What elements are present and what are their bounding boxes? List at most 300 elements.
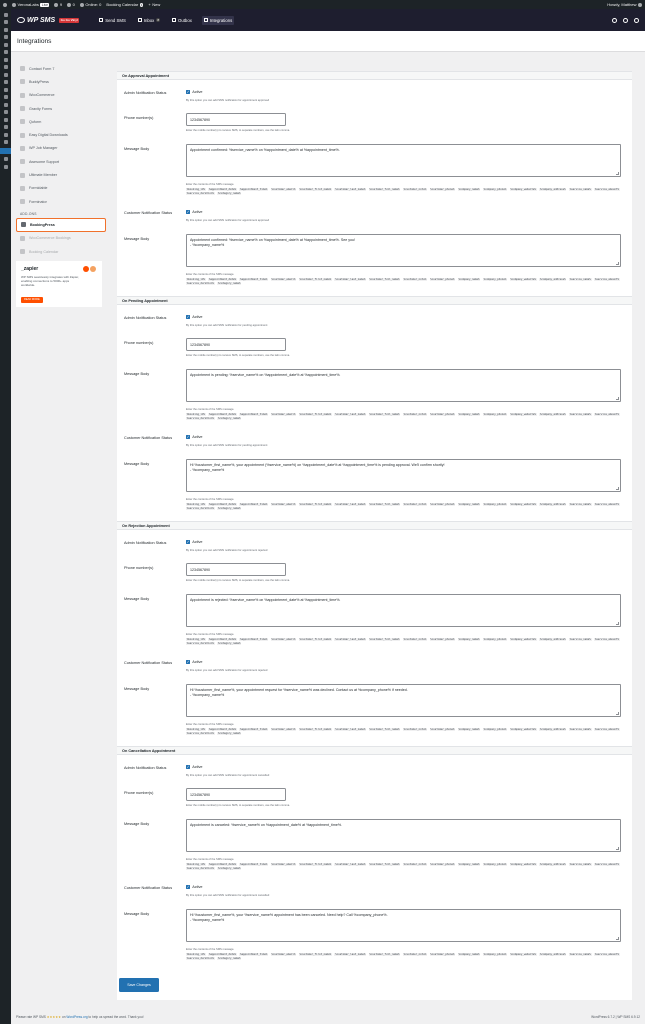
variable-tag[interactable]: %company_address% <box>540 727 566 731</box>
integrations-sidebar <box>16 62 106 307</box>
admin-bar-howdy[interactable]: Howdy, Matthew <box>607 2 642 7</box>
footer-version: WordPress 6.7.2 | WP SMS 6.9.12 <box>591 1015 640 1019</box>
comments-icon[interactable] <box>4 50 8 54</box>
variable-tag[interactable]: %company_name% <box>458 502 480 506</box>
variable-tag[interactable]: %booking_id% <box>186 277 205 281</box>
variable-tag[interactable]: %customer_note% <box>403 862 427 866</box>
products-icon[interactable] <box>4 73 8 77</box>
variable-tag[interactable]: %customer_full_name% <box>369 277 400 281</box>
media-icon[interactable] <box>4 35 8 39</box>
resize-handle[interactable] <box>616 487 619 490</box>
variable-tag[interactable]: %company_address% <box>540 502 566 506</box>
variable-tag[interactable]: %booking_id% <box>186 952 205 956</box>
customer-variables <box>186 728 631 736</box>
checkmark-icon: ✓ <box>186 315 190 319</box>
variable-tag[interactable]: %company_address% <box>540 637 566 641</box>
variable-tag[interactable]: %appointment_time% <box>240 277 268 281</box>
home-icon <box>12 3 16 7</box>
variable-tag[interactable]: %customer_first_name% <box>299 637 332 641</box>
admin-variables <box>186 413 631 421</box>
sidebar-addon-item[interactable]: BookingPress <box>16 218 106 231</box>
variable-tag[interactable]: %customer_phone% <box>430 502 455 506</box>
message-desc: Enter the contents of the SMS message. <box>186 408 235 411</box>
resize-handle[interactable] <box>616 847 619 850</box>
avatar <box>638 3 642 7</box>
admin-bar-new[interactable]: + New <box>148 2 161 7</box>
variable-tag[interactable]: %service_name% <box>569 727 591 731</box>
variable-tag[interactable]: %category_name% <box>217 642 241 646</box>
settings-form <box>117 71 632 1000</box>
section-title: On Pending Appointment <box>117 296 632 305</box>
customer-active-checkbox[interactable]: ✓ Active <box>186 660 203 665</box>
wp-sms-menu-icon[interactable] <box>0 148 11 154</box>
admin-active-checkbox[interactable]: ✓ Active <box>186 765 203 770</box>
go-badge: Go Go Vinyl <box>60 18 78 22</box>
customer-message-textarea[interactable]: Hi %customer_first_name%, your %service_name% appointment has been canceled. Need help? Call %company_phone%. - %company_name% <box>186 909 621 942</box>
variable-tag[interactable]: %company_website% <box>510 502 536 506</box>
addons-heading: ADD-ONS <box>20 212 37 217</box>
wordpress-logo-icon[interactable] <box>3 3 7 7</box>
variable-tag[interactable]: %customer_last_name% <box>335 727 366 731</box>
customer-notification-desc: By this option you can add SMS notification for appointment rejected <box>186 668 268 672</box>
customer-message-label: Message Body <box>124 462 150 466</box>
pages-icon[interactable] <box>4 43 8 47</box>
integration-logo-icon <box>20 133 25 138</box>
phone-input[interactable]: 1234567890 <box>186 338 286 351</box>
tools-icon[interactable] <box>4 125 8 129</box>
phone-desc: Enter the mobile number(s) to receive SMS, to separate numbers, use the latin comma. <box>186 354 290 357</box>
resize-handle[interactable] <box>616 937 619 940</box>
admin-variables <box>186 638 631 646</box>
customer-active-checkbox[interactable]: ✓ Active <box>186 885 203 890</box>
phone-label: Phone number(s) <box>124 566 154 570</box>
variable-tag[interactable]: %company_address% <box>540 187 566 191</box>
integration-logo-icon <box>20 173 25 178</box>
variable-tag[interactable]: %customer_note% <box>403 952 427 956</box>
sidebar-addon-item[interactable]: WooCommerce Bookings <box>16 232 106 245</box>
resize-handle[interactable] <box>616 172 619 175</box>
resize-handle[interactable] <box>616 712 619 715</box>
variable-tag[interactable]: %booking_id% <box>186 862 205 866</box>
variable-tag[interactable]: %service_name% <box>569 637 591 641</box>
variable-tag[interactable]: %customer_email% <box>271 187 296 191</box>
variable-tag[interactable]: %customer_full_name% <box>369 502 400 506</box>
variable-tag[interactable]: %customer_phone% <box>430 412 455 416</box>
admin-notification-desc: By this option you can add SMS notification for pending appointment <box>186 323 268 327</box>
variable-tag[interactable]: %customer_note% <box>403 727 427 731</box>
variable-tag[interactable]: %appointment_time% <box>240 862 268 866</box>
phone-label: Phone number(s) <box>124 116 154 120</box>
customer-message-textarea[interactable]: Hi %customer_first_name%, your appointment request for %service_name% was declined. Contact us at %company_phone% if needed. - %company_name% <box>186 684 621 717</box>
variable-tag[interactable]: %customer_phone% <box>430 277 455 281</box>
admin-bar-comments[interactable]: 9 <box>54 2 62 7</box>
variable-tag[interactable]: %company_address% <box>540 277 566 281</box>
variable-tag[interactable]: %company_phone% <box>483 412 507 416</box>
variable-tag[interactable]: %category_name% <box>217 957 241 961</box>
variable-tag[interactable]: %service_duration% <box>186 957 214 961</box>
appointment-section <box>117 521 632 746</box>
variable-tag[interactable]: %service_duration% <box>186 417 214 421</box>
rating-stars-icon[interactable]: ★★★★★ <box>46 1015 62 1019</box>
variable-tag[interactable]: %customer_email% <box>271 952 296 956</box>
variable-tag[interactable]: %company_website% <box>510 412 536 416</box>
admin-message-label: Message Body <box>124 372 150 376</box>
variable-tag[interactable]: %customer_full_name% <box>369 952 400 956</box>
booking-icon[interactable] <box>4 140 8 144</box>
checkmark-icon: ✓ <box>186 90 190 94</box>
admin-footer <box>16 1015 640 1019</box>
variable-tag[interactable]: %customer_email% <box>271 412 296 416</box>
analytics-icon[interactable] <box>4 88 8 92</box>
variable-tag[interactable]: %appointment_time% <box>240 502 268 506</box>
admin-bar-booking-calendar[interactable]: Booking Calendar 1 <box>106 2 143 7</box>
variable-tag[interactable]: %customer_full_name% <box>369 637 400 641</box>
variable-tag[interactable]: %appointment_date% <box>208 502 237 506</box>
variable-tag[interactable]: %customer_note% <box>403 412 427 416</box>
variable-tag[interactable]: %customer_first_name% <box>299 727 332 731</box>
variable-tag[interactable]: %customer_note% <box>403 502 427 506</box>
sidebar-item[interactable]: Gravity Forms <box>16 102 106 115</box>
variable-tag[interactable]: %booking_id% <box>186 502 205 506</box>
pin-icon[interactable] <box>4 20 8 24</box>
variable-tag[interactable]: %customer_email% <box>271 277 296 281</box>
nav-outbox[interactable]: Outbox <box>170 16 194 25</box>
phone-input[interactable]: 1234567890 <box>186 113 286 126</box>
variable-tag[interactable]: %company_address% <box>540 412 566 416</box>
variable-tag[interactable]: %company_phone% <box>483 502 507 506</box>
section-title: On Cancellation Appointment <box>117 746 632 755</box>
variable-tag[interactable]: %company_address% <box>540 862 566 866</box>
customer-message-label: Message Body <box>124 237 150 241</box>
variable-tag[interactable]: %service_duration% <box>186 642 214 646</box>
admin-menu <box>0 9 11 1024</box>
appointment-section <box>117 296 632 521</box>
variable-tag[interactable]: %category_name% <box>217 732 241 736</box>
info-icon[interactable] <box>634 18 639 23</box>
variable-tag[interactable]: %appointment_date% <box>208 277 237 281</box>
admin-message-textarea[interactable]: Appointment is pending: %service_name% on %appointment_date% at %appointment_time%. <box>186 369 621 402</box>
sidebar-addon-item[interactable]: Booking Calendar <box>16 245 106 258</box>
zapier-logo: _zapier <box>21 266 39 273</box>
calendar-icon[interactable] <box>4 157 8 161</box>
variable-tag[interactable]: %customer_last_name% <box>335 277 366 281</box>
variable-tag[interactable]: %company_name% <box>458 637 480 641</box>
variable-tag[interactable]: %company_phone% <box>483 862 507 866</box>
admin-message-textarea[interactable]: Appointment is canceled: %service_name% on %appointment_date% at %appointment_time%. <box>186 819 621 852</box>
variable-tag[interactable]: %company_name% <box>458 187 480 191</box>
payments-icon[interactable] <box>4 80 8 84</box>
variable-tag[interactable]: %customer_last_name% <box>335 502 366 506</box>
customer-notification-label: Customer Notification Status <box>124 211 173 215</box>
variable-tag[interactable]: %service_amount% <box>594 952 619 956</box>
variable-tag[interactable]: %service_name% <box>569 862 591 866</box>
customer-active-checkbox[interactable]: ✓ Active <box>186 210 203 215</box>
variable-tag[interactable]: %customer_note% <box>403 277 427 281</box>
admin-message-textarea[interactable]: Appointment is rejected: %service_name% on %appointment_date% at %appointment_time%. <box>186 594 621 627</box>
checkmark-icon: ✓ <box>186 660 190 664</box>
nav-inbox[interactable]: Inbox 8 <box>136 16 162 25</box>
integration-logo-icon <box>20 79 25 84</box>
variable-tag[interactable]: %company_name% <box>458 952 480 956</box>
variable-tag[interactable]: %customer_note% <box>403 637 427 641</box>
header-icons <box>612 18 639 23</box>
variable-tag[interactable]: %service_duration% <box>186 507 214 511</box>
sidebar-item[interactable]: WooCommerce <box>16 89 106 102</box>
customer-message-label: Message Body <box>124 912 150 916</box>
integration-logo-icon <box>20 119 25 124</box>
admin-bar-updates[interactable]: 0 <box>67 2 75 7</box>
variable-tag[interactable]: %service_name% <box>569 277 591 281</box>
resize-handle[interactable] <box>616 397 619 400</box>
integration-logo-icon <box>20 186 25 191</box>
addon-logo-icon <box>20 236 25 241</box>
variable-tag[interactable]: %service_duration% <box>186 282 214 286</box>
sidebar-item[interactable]: Ultimate Member <box>16 168 106 181</box>
variable-tag[interactable]: %service_amount% <box>594 277 619 281</box>
variable-tag[interactable]: %company_website% <box>510 187 536 191</box>
zapier-read-more-button[interactable]: READ MORE <box>21 297 43 303</box>
phone-input[interactable]: 1234567890 <box>186 788 286 801</box>
wp-sms-header <box>11 9 645 31</box>
customer-variables <box>186 953 631 961</box>
variable-tag[interactable]: %company_website% <box>510 862 536 866</box>
variable-tag[interactable]: %category_name% <box>217 192 241 196</box>
variable-tag[interactable]: %customer_full_name% <box>369 412 400 416</box>
variable-tag[interactable]: %customer_first_name% <box>299 412 332 416</box>
variable-tag[interactable]: %appointment_date% <box>208 952 237 956</box>
sidebar-item[interactable]: Awesome Support <box>16 155 106 168</box>
sidebar-item[interactable]: WP Job Manager <box>16 142 106 155</box>
phone-label: Phone number(s) <box>124 791 154 795</box>
customer-notification-desc: By this option you can add SMS notification for appointment approved <box>186 218 270 222</box>
variable-tag[interactable]: %booking_id% <box>186 187 205 191</box>
variable-tag[interactable]: %appointment_time% <box>240 637 268 641</box>
variable-tag[interactable]: %customer_email% <box>271 502 296 506</box>
admin-bar <box>0 0 645 9</box>
variable-tag[interactable]: %appointment_time% <box>240 412 268 416</box>
customer-message-textarea[interactable]: Appointment confirmed: %service_name% on %appointment_date% at %appointment_time%. See you! - %company_name% <box>186 234 621 267</box>
variable-tag[interactable]: %company_name% <box>458 412 480 416</box>
variable-tag[interactable]: %customer_email% <box>271 862 296 866</box>
customer-notification-desc: By this option you can add SMS notification for pending appointment <box>186 443 268 447</box>
variable-tag[interactable]: %customer_first_name% <box>299 952 332 956</box>
customer-variables <box>186 503 631 511</box>
zapier-promo <box>16 261 102 307</box>
variable-tag[interactable]: %category_name% <box>217 507 241 511</box>
variable-tag[interactable]: %category_name% <box>217 282 241 286</box>
admin-message-label: Message Body <box>124 147 150 151</box>
admin-bar-site[interactable]: VeronaLabs Live <box>12 2 49 7</box>
admin-active-checkbox[interactable]: ✓ Active <box>186 90 203 95</box>
appointment-section <box>117 71 632 296</box>
variable-tag[interactable]: %service_amount% <box>594 187 619 191</box>
customer-active-checkbox[interactable]: ✓ Active <box>186 435 203 440</box>
admin-variables <box>186 188 631 196</box>
woocommerce-icon[interactable] <box>4 65 8 69</box>
admin-notification-label: Admin Notification Status <box>124 316 167 320</box>
variable-tag[interactable]: %company_name% <box>458 862 480 866</box>
variable-tag[interactable]: %customer_last_name% <box>335 952 366 956</box>
variable-tag[interactable]: %company_phone% <box>483 187 507 191</box>
phone-label: Phone number(s) <box>124 341 154 345</box>
users-icon[interactable] <box>4 118 8 122</box>
wp-sms-nav <box>97 16 234 25</box>
save-changes-button[interactable]: Save Changes <box>119 978 159 992</box>
admin-active-checkbox[interactable]: ✓ Active <box>186 540 203 545</box>
variable-tag[interactable]: %customer_full_name% <box>369 862 400 866</box>
zapier-text: WP SMS seamlessly integrates with Zapier, enabling connections to 5000+ apps worldwide. <box>21 275 79 288</box>
form-icon[interactable] <box>4 58 8 62</box>
variable-tag[interactable]: %appointment_date% <box>208 187 237 191</box>
variable-tag[interactable]: %appointment_date% <box>208 862 237 866</box>
customer-message-textarea[interactable]: Hi %customer_first_name%, your appointment (%service_name%) on %appointment_date% at %appointment_time% is pending approval. We'll confirm shortly! - %company_name% <box>186 459 621 492</box>
admin-bar-online[interactable]: Online: 0 <box>80 2 102 7</box>
variable-tag[interactable]: %appointment_date% <box>208 727 237 731</box>
variable-tag[interactable]: %company_address% <box>540 952 566 956</box>
sidebar-item[interactable]: Easy Digital Downloads <box>16 128 106 141</box>
inbox-count: 8 <box>157 18 159 22</box>
variable-tag[interactable]: %company_phone% <box>483 952 507 956</box>
variable-tag[interactable]: %category_name% <box>217 417 241 421</box>
variable-tag[interactable]: %service_name% <box>569 502 591 506</box>
nav-send-sms[interactable]: Send SMS <box>97 16 128 25</box>
message-desc: Enter the contents of the SMS message. <box>186 858 235 861</box>
variable-tag[interactable]: %customer_full_name% <box>369 187 400 191</box>
variable-tag[interactable]: %customer_first_name% <box>299 277 332 281</box>
collapse-icon[interactable] <box>4 165 8 169</box>
variable-tag[interactable]: %company_website% <box>510 952 536 956</box>
variable-tag[interactable]: %company_website% <box>510 637 536 641</box>
admin-message-textarea[interactable]: Appointment confirmed: %service_name% on %appointment_date% at %appointment_time%. <box>186 144 621 177</box>
variable-tag[interactable]: %customer_phone% <box>430 727 455 731</box>
variable-tag[interactable]: %appointment_date% <box>208 412 237 416</box>
live-badge: Live <box>41 2 48 7</box>
page-title: Integrations <box>17 38 52 45</box>
variable-tag[interactable]: %customer_first_name% <box>299 502 332 506</box>
help-icon[interactable] <box>623 18 628 23</box>
customer-notification-desc: By this option you can add SMS notification for appointment cancelled <box>186 893 270 897</box>
nav-integrations[interactable]: Integrations <box>202 16 234 25</box>
variable-tag[interactable]: %customer_first_name% <box>299 187 332 191</box>
variable-tag[interactable]: %service_amount% <box>594 502 619 506</box>
variable-tag[interactable]: %service_amount% <box>594 727 619 731</box>
checkmark-icon: ✓ <box>186 885 190 889</box>
variable-tag[interactable]: %service_name% <box>569 952 591 956</box>
variable-tag[interactable]: %appointment_date% <box>208 637 237 641</box>
variable-tag[interactable]: %customer_phone% <box>430 637 455 641</box>
variable-tag[interactable]: %company_phone% <box>483 637 507 641</box>
phone-input[interactable]: 1234567890 <box>186 563 286 576</box>
variable-tag[interactable]: %company_website% <box>510 277 536 281</box>
variable-tag[interactable]: %appointment_time% <box>240 952 268 956</box>
variable-tag[interactable]: %customer_last_name% <box>335 862 366 866</box>
message-desc: Enter the contents of the SMS message. <box>186 633 235 636</box>
wordpress-org-link[interactable]: WordPress.org <box>66 1015 88 1019</box>
posts-icon[interactable] <box>4 28 8 32</box>
addon-logo-icon <box>20 249 25 254</box>
settings-icon[interactable] <box>4 133 8 137</box>
variable-tag[interactable]: %category_name% <box>217 867 241 871</box>
integration-logo-icon <box>20 199 25 204</box>
integration-logo-icon <box>20 146 25 151</box>
variable-tag[interactable]: %customer_note% <box>403 187 427 191</box>
variable-tag[interactable]: %service_duration% <box>186 732 214 736</box>
variable-tag[interactable]: %service_name% <box>569 187 591 191</box>
variable-tag[interactable]: %service_duration% <box>186 192 214 196</box>
variable-tag[interactable]: %customer_phone% <box>430 862 455 866</box>
variable-tag[interactable]: %appointment_time% <box>240 727 268 731</box>
variable-tag[interactable]: %booking_id% <box>186 727 205 731</box>
variable-tag[interactable]: %customer_email% <box>271 637 296 641</box>
appearance-icon[interactable] <box>4 103 8 107</box>
section-title: On Approval Appointment <box>117 71 632 80</box>
variable-tag[interactable]: %appointment_time% <box>240 187 268 191</box>
customer-variables <box>186 278 631 286</box>
sidebar-item[interactable]: Quform <box>16 115 106 128</box>
updates-icon <box>67 3 71 7</box>
variable-tag[interactable]: %customer_last_name% <box>335 412 366 416</box>
admin-active-checkbox[interactable]: ✓ Active <box>186 315 203 320</box>
sidebar-item[interactable]: Forminator <box>16 195 106 208</box>
customer-notification-label: Customer Notification Status <box>124 436 173 440</box>
integrations-icon <box>204 18 208 22</box>
variable-tag[interactable]: %service_amount% <box>594 412 619 416</box>
variable-tag[interactable]: %company_phone% <box>483 727 507 731</box>
dashboard-icon[interactable] <box>4 13 8 17</box>
sidebar-item[interactable]: BuddyPress <box>16 75 106 88</box>
resize-handle[interactable] <box>616 262 619 265</box>
message-desc: Enter the contents of the SMS message. <box>186 183 235 186</box>
variable-tag[interactable]: %customer_last_name% <box>335 187 366 191</box>
message-desc: Enter the contents of the SMS message. <box>186 948 235 951</box>
sidebar-item[interactable]: Formidable <box>16 182 106 195</box>
variable-tag[interactable]: %service_name% <box>569 412 591 416</box>
variable-tag[interactable]: %company_name% <box>458 277 480 281</box>
variable-tag[interactable]: %booking_id% <box>186 637 205 641</box>
integration-logo-icon <box>20 66 25 71</box>
variable-tag[interactable]: %company_website% <box>510 727 536 731</box>
variable-tag[interactable]: %customer_phone% <box>430 187 455 191</box>
variable-tag[interactable]: %service_duration% <box>186 867 214 871</box>
phone-desc: Enter the mobile number(s) to receive SMS, to separate numbers, use the latin comma. <box>186 579 290 582</box>
marketing-icon[interactable] <box>4 95 8 99</box>
variable-tag[interactable]: %customer_email% <box>271 727 296 731</box>
variable-tag[interactable]: %customer_full_name% <box>369 727 400 731</box>
footer-rating-text: Please rate WP SMS ★★★★★ on WordPress.org to help us spread the word. Thank you! <box>16 1015 144 1019</box>
variable-tag[interactable]: %service_amount% <box>594 862 619 866</box>
variable-tag[interactable]: %customer_phone% <box>430 952 455 956</box>
variable-tag[interactable]: %customer_last_name% <box>335 637 366 641</box>
admin-notification-label: Admin Notification Status <box>124 541 167 545</box>
settings-gear-icon[interactable] <box>612 18 617 23</box>
message-desc: Enter the contents of the SMS message. <box>186 498 235 501</box>
comment-icon <box>54 3 58 7</box>
variable-tag[interactable]: %booking_id% <box>186 412 205 416</box>
addon-logo-icon <box>21 222 26 227</box>
variable-tag[interactable]: %company_name% <box>458 727 480 731</box>
plugins-icon[interactable] <box>4 110 8 114</box>
resize-handle[interactable] <box>616 622 619 625</box>
wp-sms-logo: WP SMS Go Go Vinyl <box>17 17 79 24</box>
variable-tag[interactable]: %company_phone% <box>483 277 507 281</box>
variable-tag[interactable]: %service_amount% <box>594 637 619 641</box>
message-desc: Enter the contents of the SMS message. <box>186 273 235 276</box>
checkmark-icon: ✓ <box>186 540 190 544</box>
variable-tag[interactable]: %customer_first_name% <box>299 862 332 866</box>
sidebar-item[interactable]: Contact Form 7 <box>16 62 106 75</box>
outbox-icon <box>172 18 176 22</box>
zapier-connection-icon <box>83 266 97 272</box>
